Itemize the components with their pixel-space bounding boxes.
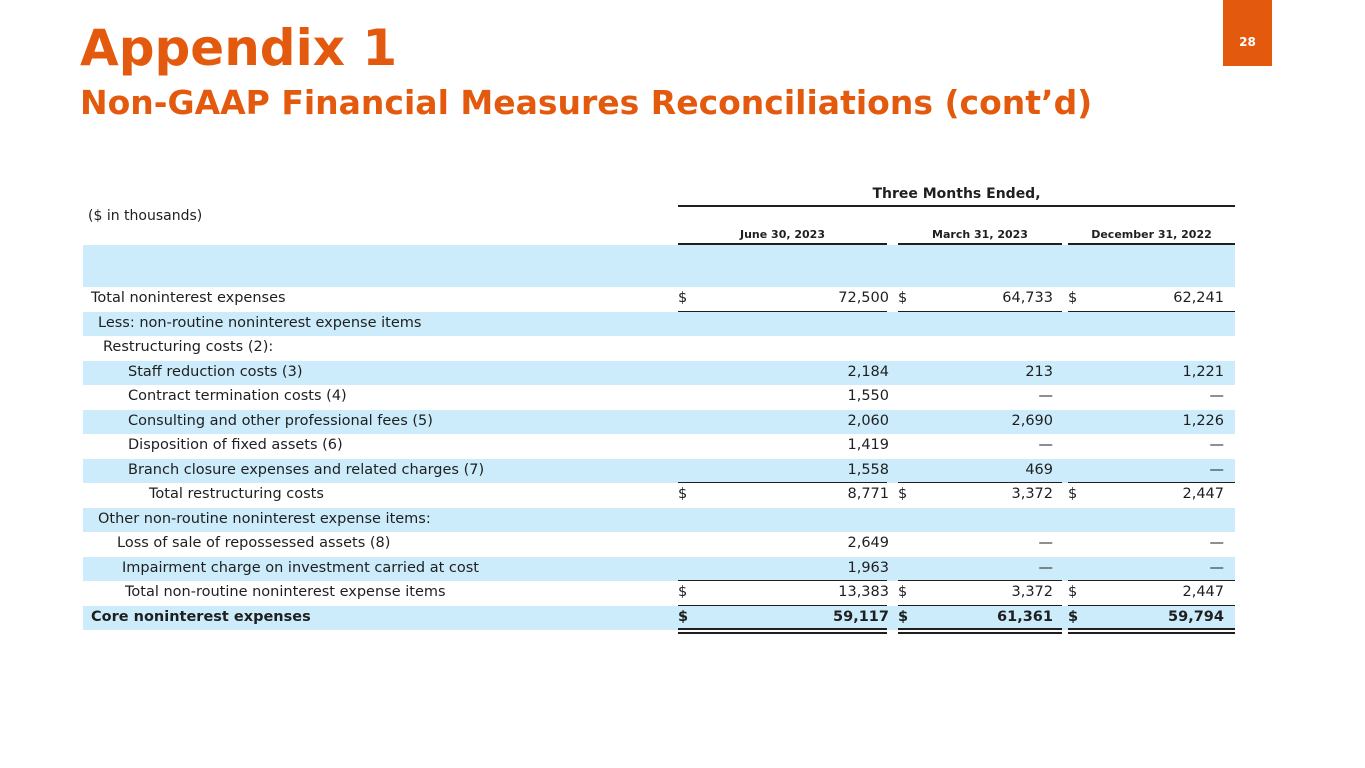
cell-value: —: [1038, 559, 1053, 576]
cell-value: 1,419: [847, 437, 889, 453]
cell-value: 2,690: [1011, 412, 1053, 429]
cell-value: 2,447: [1182, 486, 1224, 502]
table-row: [83, 483, 1235, 508]
cell-double-underline: [1068, 628, 1235, 634]
units-label: ($ in thousands): [88, 208, 203, 224]
currency-symbol: $: [1068, 584, 1078, 600]
page-number: 28: [1239, 35, 1256, 49]
currency-symbol: $: [898, 608, 909, 625]
cell-value: 3,372: [1011, 486, 1053, 502]
column-header-june-2023: June 30, 2023: [740, 228, 825, 241]
row-label: Disposition of fixed assets (6): [128, 437, 343, 453]
currency-symbol: $: [1068, 486, 1078, 502]
table-row: [83, 434, 1235, 459]
cell-value: 1,963: [847, 559, 889, 576]
cell-value: 59,117: [833, 608, 889, 625]
reconciliation-table: [83, 287, 1235, 630]
cell-value: —: [1209, 437, 1224, 453]
cell-value: 1,226: [1182, 412, 1224, 429]
cell-value: 62,241: [1173, 290, 1224, 306]
table-row: [83, 606, 1235, 631]
table-row: [83, 459, 1235, 484]
row-label: Impairment charge on investment carried at cost: [122, 559, 479, 576]
page-number-badge: [1223, 0, 1272, 66]
table-row: [83, 508, 1235, 533]
cell-value: 469: [1025, 461, 1053, 478]
cell-value: —: [1209, 535, 1224, 551]
table-row: [83, 557, 1235, 582]
cell-value: 72,500: [838, 290, 889, 306]
cell-value: 213: [1025, 363, 1053, 380]
currency-symbol: $: [678, 608, 689, 625]
table-row: [83, 410, 1235, 435]
row-label: Total noninterest expenses: [91, 290, 286, 306]
column-group-rule: [678, 205, 1235, 207]
cell-double-underline: [678, 628, 887, 634]
row-label: Total restructuring costs: [149, 486, 324, 502]
cell-value: 13,383: [838, 584, 889, 600]
column-header-march-2023: March 31, 2023: [932, 228, 1028, 241]
table-row: [83, 312, 1235, 337]
currency-symbol: $: [678, 290, 688, 306]
column-header-december-2022: December 31, 2022: [1091, 228, 1212, 241]
row-label: Consulting and other professional fees (5): [128, 412, 433, 429]
table-row: [83, 532, 1235, 557]
table-row: [83, 336, 1235, 361]
currency-symbol: $: [678, 584, 688, 600]
row-label: Other non-routine noninterest expense items:: [98, 510, 431, 527]
row-label: Less: non-routine noninterest expense items: [98, 314, 422, 331]
row-label: Branch closure expenses and related charges (7): [128, 461, 485, 478]
table-row: [83, 581, 1235, 606]
currency-symbol: $: [1068, 608, 1079, 625]
cell-value: —: [1209, 461, 1224, 478]
cell-value: —: [1038, 437, 1053, 453]
cell-value: 2,447: [1182, 584, 1224, 600]
column-group-header: Three Months Ended,: [872, 186, 1041, 202]
cell-value: —: [1038, 535, 1053, 551]
cell-value: 1,550: [847, 388, 889, 404]
table-row: [83, 287, 1235, 312]
cell-value: 8,771: [847, 486, 889, 502]
row-label: Restructuring costs (2):: [103, 339, 274, 355]
cell-value: 2,060: [847, 412, 889, 429]
cell-value: 2,649: [847, 535, 889, 551]
currency-symbol: $: [898, 584, 908, 600]
row-label: Loss of sale of repossessed assets (8): [117, 535, 391, 551]
row-label: Total non-routine noninterest expense items: [125, 584, 446, 600]
row-label: Staff reduction costs (3): [128, 363, 303, 380]
currency-symbol: $: [898, 486, 908, 502]
cell-value: 1,221: [1182, 363, 1224, 380]
row-label: Core noninterest expenses: [91, 608, 311, 625]
header-band: [83, 245, 1235, 287]
table-row: [83, 385, 1235, 410]
table-row: [83, 361, 1235, 386]
currency-symbol: $: [678, 486, 688, 502]
cell-value: 2,184: [847, 363, 889, 380]
cell-value: 59,794: [1168, 608, 1224, 625]
page-title: Appendix 1: [80, 19, 398, 77]
row-label: Contract termination costs (4): [128, 388, 347, 404]
cell-value: —: [1209, 388, 1224, 404]
page-subtitle: Non-GAAP Financial Measures Reconciliations (cont’d): [80, 83, 1093, 122]
cell-value: 61,361: [997, 608, 1053, 625]
cell-value: —: [1038, 388, 1053, 404]
cell-value: 3,372: [1011, 584, 1053, 600]
cell-value: 64,733: [1002, 290, 1053, 306]
cell-value: 1,558: [847, 461, 889, 478]
currency-symbol: $: [898, 290, 908, 306]
currency-symbol: $: [1068, 290, 1078, 306]
cell-double-underline: [898, 628, 1062, 634]
cell-value: —: [1209, 559, 1224, 576]
